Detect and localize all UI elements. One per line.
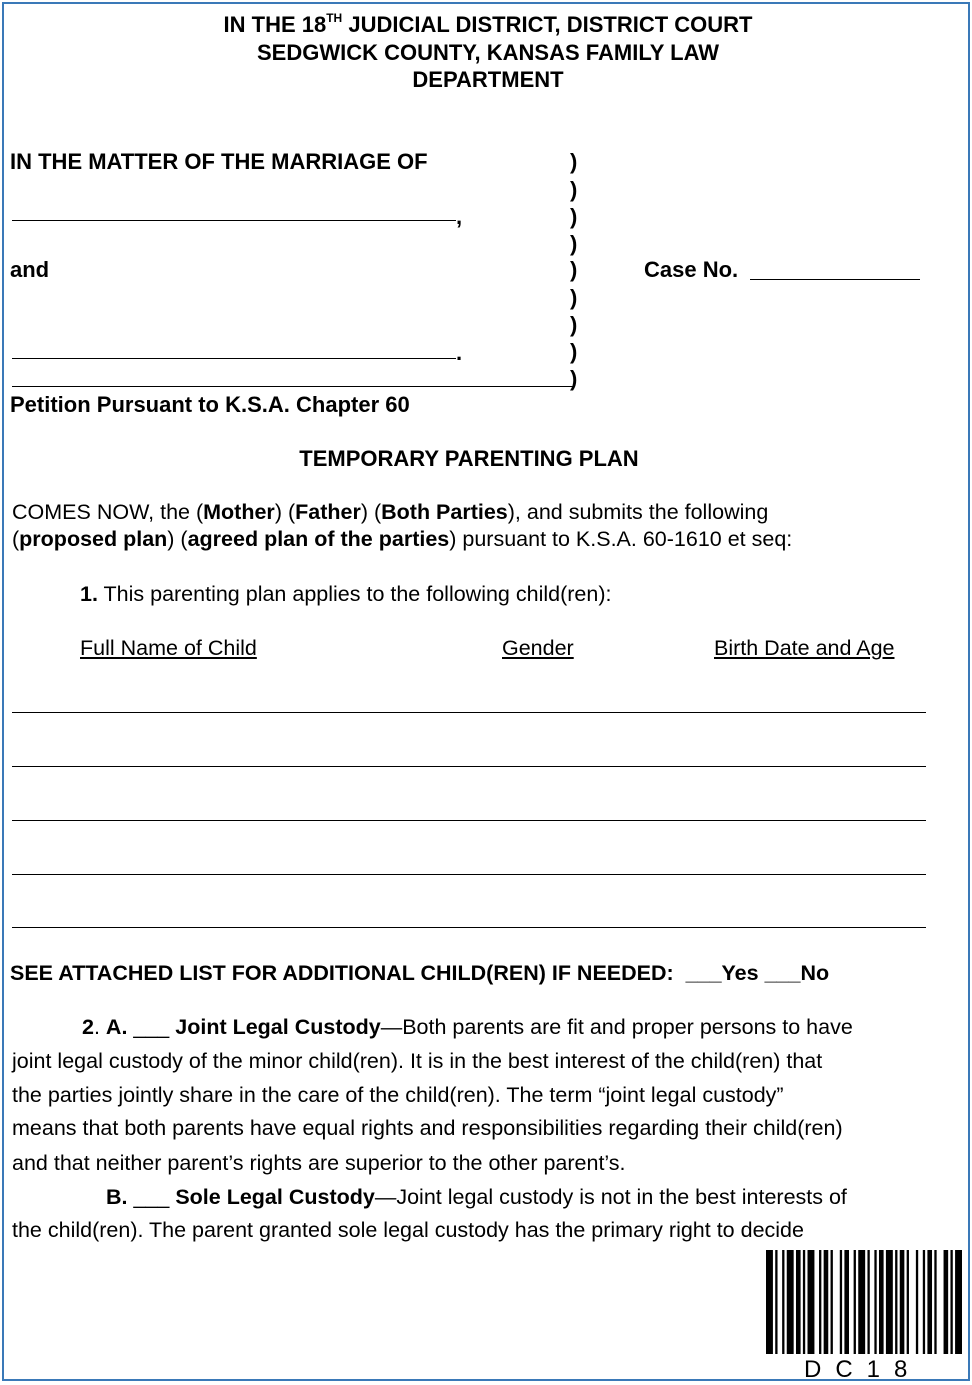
barcode-bar xyxy=(867,1250,869,1354)
intro-text: COMES NOW, the ( xyxy=(12,500,204,524)
barcode-label: DC18 xyxy=(804,1356,922,1383)
item-2b-line-1 xyxy=(106,1185,847,1210)
intro-line-1 xyxy=(12,500,768,525)
court-header-line-2: SEDGWICK COUNTY, KANSAS FAMILY LAW xyxy=(256,40,720,65)
barcode xyxy=(764,1250,964,1354)
item-2b-letter: B. xyxy=(106,1185,128,1209)
header-text-b: JUDICIAL DISTRICT, DISTRICT COURT xyxy=(342,12,753,37)
barcode-bar xyxy=(955,1250,962,1354)
barcode-bar xyxy=(927,1250,932,1354)
caption-paren: ) xyxy=(570,285,578,310)
item-2a-line-4: means that both parents have equal rights and responsibilities regarding their child(ren) xyxy=(12,1116,843,1140)
header-text-a: IN THE 18 xyxy=(223,12,327,37)
barcode-bar xyxy=(858,1250,865,1354)
matter-label: IN THE MATTER OF THE MARRIAGE OF xyxy=(10,149,428,174)
barcode-bar xyxy=(907,1250,909,1354)
caption-paren: ) xyxy=(570,257,578,282)
item-2-dot: . xyxy=(93,1015,106,1039)
intro-text: ( xyxy=(12,527,20,551)
joint-custody-blank[interactable]: ___ xyxy=(127,1015,176,1039)
item-2b-text: —Joint legal custody is not in the best interests of xyxy=(374,1185,847,1209)
yes-blank[interactable]: ___ xyxy=(685,961,722,985)
barcode-bar xyxy=(895,1250,897,1354)
item-2b-line-2: the child(ren). The parent granted sole legal custody has the primary right to decide xyxy=(12,1218,804,1242)
item-2-number: 2 xyxy=(82,1015,94,1039)
intro-text: ), and submits the following xyxy=(507,500,769,524)
option-mother[interactable]: Mother xyxy=(203,500,275,524)
caption-paren: ) xyxy=(570,312,578,337)
item-1-number: 1. xyxy=(80,582,98,606)
party1-comma: , xyxy=(456,204,463,229)
barcode-bar xyxy=(934,1250,936,1354)
caption-paren: ) xyxy=(570,231,578,256)
intro-text: ) pursuant to K.S.A. 60-1610 et seq: xyxy=(449,527,793,551)
child-entry-line[interactable] xyxy=(12,766,926,767)
child-entry-line[interactable] xyxy=(12,927,926,928)
barcode-bar xyxy=(874,1250,876,1354)
no-blank[interactable]: ___ xyxy=(764,961,801,985)
attached-list-label: SEE ATTACHED LIST FOR ADDITIONAL CHILD(REN) IF NEEDED: xyxy=(10,961,674,985)
party2-name-line[interactable] xyxy=(12,358,456,359)
caption-paren: ) xyxy=(570,177,578,202)
option-proposed-plan[interactable]: proposed plan xyxy=(19,527,168,551)
intro-text: ) ( xyxy=(360,500,382,524)
petition-label: Petition Pursuant to K.S.A. Chapter 60 xyxy=(10,392,410,417)
barcode-bar xyxy=(782,1250,784,1354)
child-entry-line[interactable] xyxy=(12,712,926,713)
court-header-line-1 xyxy=(4,12,972,38)
party2-period: . xyxy=(456,340,463,365)
caption-paren: ) xyxy=(570,149,578,174)
barcode-bar xyxy=(803,1250,805,1354)
col-header-full-name: Full Name of Child xyxy=(80,636,257,660)
joint-custody-heading: Joint Legal Custody xyxy=(175,1015,381,1039)
item-2a-letter: A. xyxy=(105,1015,128,1039)
barcode-bar xyxy=(879,1250,884,1354)
option-father[interactable]: Father xyxy=(295,500,361,524)
option-both-parties[interactable]: Both Parties xyxy=(381,500,508,524)
intro-text: ) ( xyxy=(274,500,296,524)
caption-paren: ) xyxy=(570,339,578,364)
item-1 xyxy=(80,582,611,607)
item-2a-line-2: joint legal custody of the minor child(ren). It is in the best interest of the child(ren) that xyxy=(12,1049,823,1073)
intro-line-2 xyxy=(12,527,792,552)
item-2a-line-3: the parties jointly share in the care of the child(ren). The term “joint legal custody” xyxy=(12,1083,784,1107)
and-label: and xyxy=(10,257,50,282)
barcode-bar xyxy=(824,1250,829,1354)
attached-list-question xyxy=(10,961,829,986)
barcode-bar xyxy=(766,1250,773,1354)
barcode-bar xyxy=(831,1250,833,1354)
caption-paren: ) xyxy=(570,366,578,391)
barcode-bar xyxy=(923,1250,925,1354)
col-header-birth-date: Birth Date and Age xyxy=(714,636,895,660)
barcode-bar xyxy=(944,1250,949,1354)
sole-custody-blank[interactable]: ___ xyxy=(127,1185,176,1209)
caption-bottom-line xyxy=(12,386,574,387)
court-header-line-3: DEPARTMENT xyxy=(412,67,564,92)
document-page xyxy=(2,2,970,1381)
case-number-field[interactable] xyxy=(750,279,920,280)
child-entry-line[interactable] xyxy=(12,874,926,875)
barcode-bar xyxy=(840,1250,842,1354)
intro-text: ) ( xyxy=(167,527,188,551)
header-superscript: TH xyxy=(326,10,343,25)
barcode-bar xyxy=(819,1250,821,1354)
barcode-bar xyxy=(808,1250,815,1354)
barcode-bar xyxy=(787,1250,794,1354)
barcode-bar xyxy=(900,1250,905,1354)
caption-paren: ) xyxy=(570,204,578,229)
barcode-bar xyxy=(886,1250,893,1354)
option-agreed-plan[interactable]: agreed plan of the parties xyxy=(187,527,450,551)
yes-option: Yes xyxy=(721,961,759,985)
barcode-bar xyxy=(775,1250,777,1354)
document-title: TEMPORARY PARENTING PLAN xyxy=(299,446,639,471)
child-entry-line[interactable] xyxy=(12,820,926,821)
barcode-bar xyxy=(950,1250,952,1354)
item-1-text: This parenting plan applies to the following child(ren): xyxy=(97,582,612,606)
item-2a-line-5: and that neither parent’s rights are superior to the other parent’s. xyxy=(12,1151,626,1175)
sole-custody-heading: Sole Legal Custody xyxy=(175,1185,375,1209)
barcode-bar xyxy=(796,1250,801,1354)
barcode-bar xyxy=(854,1250,856,1354)
col-header-gender: Gender xyxy=(502,636,574,660)
barcode-bar xyxy=(844,1250,849,1354)
party1-name-line[interactable] xyxy=(12,220,456,221)
item-2a-line-1 xyxy=(82,1015,853,1040)
barcode-bar xyxy=(916,1250,918,1354)
item-2a-text: —Both parents are fit and proper persons to have xyxy=(380,1015,853,1039)
no-option: No xyxy=(800,961,830,985)
case-number-label: Case No. xyxy=(644,257,739,282)
